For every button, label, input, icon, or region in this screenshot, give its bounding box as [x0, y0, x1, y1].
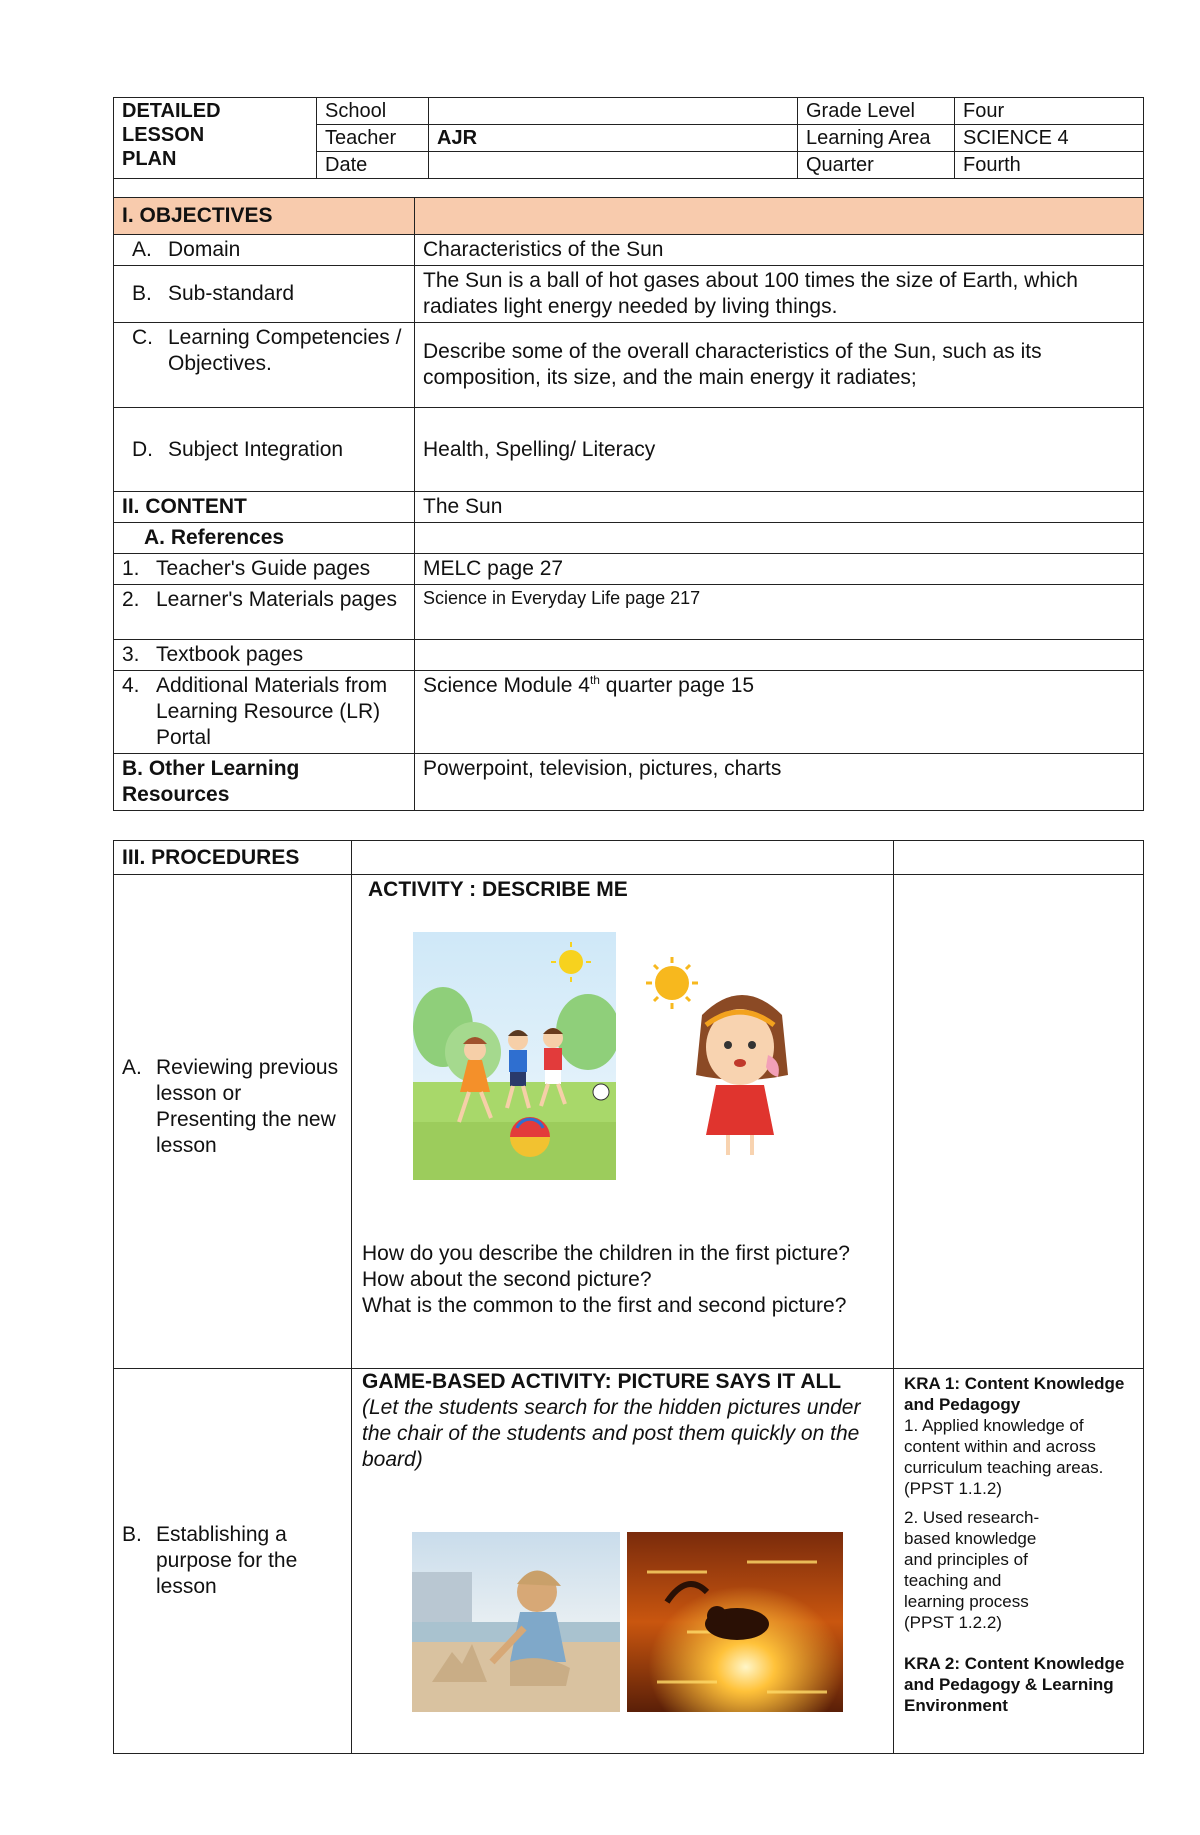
teacher-value: AJR	[429, 125, 798, 152]
procedure-a-label-cell	[114, 875, 352, 1369]
ref4-num: 4.	[122, 674, 140, 697]
ref4-value-post: quarter page 15	[599, 674, 755, 697]
domain-label: Domain	[168, 238, 241, 261]
ref1-value: MELC page 27	[415, 554, 1144, 585]
procedure-b-kra-notes	[894, 1369, 1144, 1754]
ref2-num: 2.	[122, 588, 140, 611]
lesson-plan-title	[114, 98, 317, 179]
game-activity-instructions: (Let the students search for the hidden pictures under the chair of the students and post them quickly on the board)	[362, 1396, 861, 1471]
kra1-item-2: 2. Used research-based knowledge and principles of teaching and learning process (PPST 1.2.2)	[904, 1508, 1040, 1632]
kra1-title: KRA 1: Content Knowledge and Pedagogy	[904, 1374, 1125, 1414]
header-table	[113, 97, 1144, 201]
ref4-label: Additional Materials from Learning Resource (LR) Portal	[156, 674, 388, 749]
school-value	[429, 98, 798, 125]
title-line-2: LESSON	[122, 124, 205, 146]
procedures-heading-blank-2	[894, 841, 1144, 875]
domain-label-cell	[114, 235, 415, 266]
ref3-label: Textbook pages	[156, 643, 304, 666]
ref4-value-sup: th	[589, 673, 600, 687]
other-resources-value: Powerpoint, television, pictures, charts	[415, 754, 1144, 811]
quarter-value: Fourth	[955, 152, 1144, 179]
ref3-num: 3.	[122, 643, 140, 666]
game-activity-title: GAME-BASED ACTIVITY: PICTURE SAYS IT ALL	[362, 1370, 842, 1393]
procedure-a-notes	[894, 875, 1144, 1369]
objectives-content-table	[113, 197, 1144, 811]
ref3-label-cell	[114, 640, 415, 671]
school-label: School	[317, 98, 429, 125]
substandard-value: The Sun is a ball of hot gases about 100 times the size of Earth, which radiates light energy needed by living things.	[415, 266, 1144, 323]
references-heading: A. References	[114, 523, 415, 554]
sandcastle-image	[412, 1532, 620, 1712]
children-playing-illustration	[413, 932, 616, 1180]
question-2: How about the second picture?	[362, 1268, 652, 1291]
procedure-a-letter: A.	[122, 1055, 142, 1079]
objectives-heading-blank	[415, 198, 1144, 235]
learning-area-value: SCIENCE 4	[955, 125, 1144, 152]
grade-level-label: Grade Level	[798, 98, 955, 125]
procedures-heading: III. PROCEDURES	[114, 841, 352, 875]
sunset-swimmer-image	[627, 1532, 843, 1712]
ref2-label: Learner's Materials pages	[156, 588, 397, 611]
procedure-a-questions	[362, 1241, 882, 1319]
sandcastle-photo	[412, 1532, 620, 1712]
procedure-b-letter: B.	[122, 1523, 142, 1546]
substandard-label: Sub-standard	[168, 282, 295, 305]
objectives-heading: I. OBJECTIVES	[114, 198, 415, 235]
teacher-label: Teacher	[317, 125, 429, 152]
ref4-label-cell	[114, 671, 415, 754]
sun-icon	[655, 966, 689, 1000]
ref2-value: Science in Everyday Life page 217	[415, 585, 1144, 640]
ref1-label: Teacher's Guide pages	[156, 557, 371, 580]
kra2-title: KRA 2: Content Knowledge and Pedagogy & Learning Environment	[904, 1654, 1125, 1715]
ref2-label-cell	[114, 585, 415, 640]
procedure-b-label: Establishing a purpose for the lesson	[156, 1523, 298, 1598]
hot-girl-illustration	[640, 955, 800, 1160]
competency-letter: C.	[132, 326, 153, 349]
other-resources-label: B. Other Learning Resources	[114, 754, 415, 811]
girl-in-heat-picture	[640, 955, 800, 1160]
children-playing-picture	[413, 932, 616, 1180]
ref1-label-cell	[114, 554, 415, 585]
date-value	[429, 152, 798, 179]
domain-letter: A.	[132, 238, 152, 261]
ref3-value	[415, 640, 1144, 671]
ref4-value-pre: Science Module 4	[423, 674, 590, 697]
substandard-letter: B.	[132, 282, 152, 305]
date-label: Date	[317, 152, 429, 179]
domain-value: Characteristics of the Sun	[415, 235, 1144, 266]
sunset-swimmer-photo	[627, 1532, 843, 1712]
content-value: The Sun	[415, 492, 1144, 523]
ref1-num: 1.	[122, 557, 140, 580]
question-3: What is the common to the first and second picture?	[362, 1294, 847, 1317]
integration-label-cell	[114, 408, 415, 492]
grade-level-value: Four	[955, 98, 1144, 125]
kra1-item-1: 1. Applied knowledge of content within and across curriculum teaching areas. (PPST 1.1.2)	[904, 1416, 1104, 1498]
question-1: How do you describe the children in the first picture?	[362, 1242, 850, 1265]
learning-area-label: Learning Area	[798, 125, 955, 152]
integration-value: Health, Spelling/ Literacy	[415, 408, 1144, 492]
references-blank	[415, 523, 1144, 554]
sun-icon	[559, 950, 583, 974]
substandard-label-cell	[114, 266, 415, 323]
procedures-heading-blank-1	[352, 841, 894, 875]
procedure-b-label-cell	[114, 1369, 352, 1754]
ref4-value	[415, 671, 1144, 754]
procedure-a-label: Reviewing previous lesson or Presenting the new lesson	[156, 1055, 339, 1157]
title-line-1: DETAILED	[122, 100, 221, 122]
integration-letter: D.	[132, 437, 153, 461]
content-heading: II. CONTENT	[114, 492, 415, 523]
quarter-label: Quarter	[798, 152, 955, 179]
activity-describe-me-title: ACTIVITY : DESCRIBE ME	[368, 878, 628, 901]
competency-label: Learning Competencies / Objectives.	[168, 326, 402, 375]
title-line-3: PLAN	[122, 148, 177, 170]
competency-value: Describe some of the overall characteristics of the Sun, such as its composition, its size, and the main energy it radiates;	[415, 323, 1144, 408]
integration-label: Subject Integration	[168, 437, 344, 461]
competency-label-cell	[114, 323, 415, 408]
